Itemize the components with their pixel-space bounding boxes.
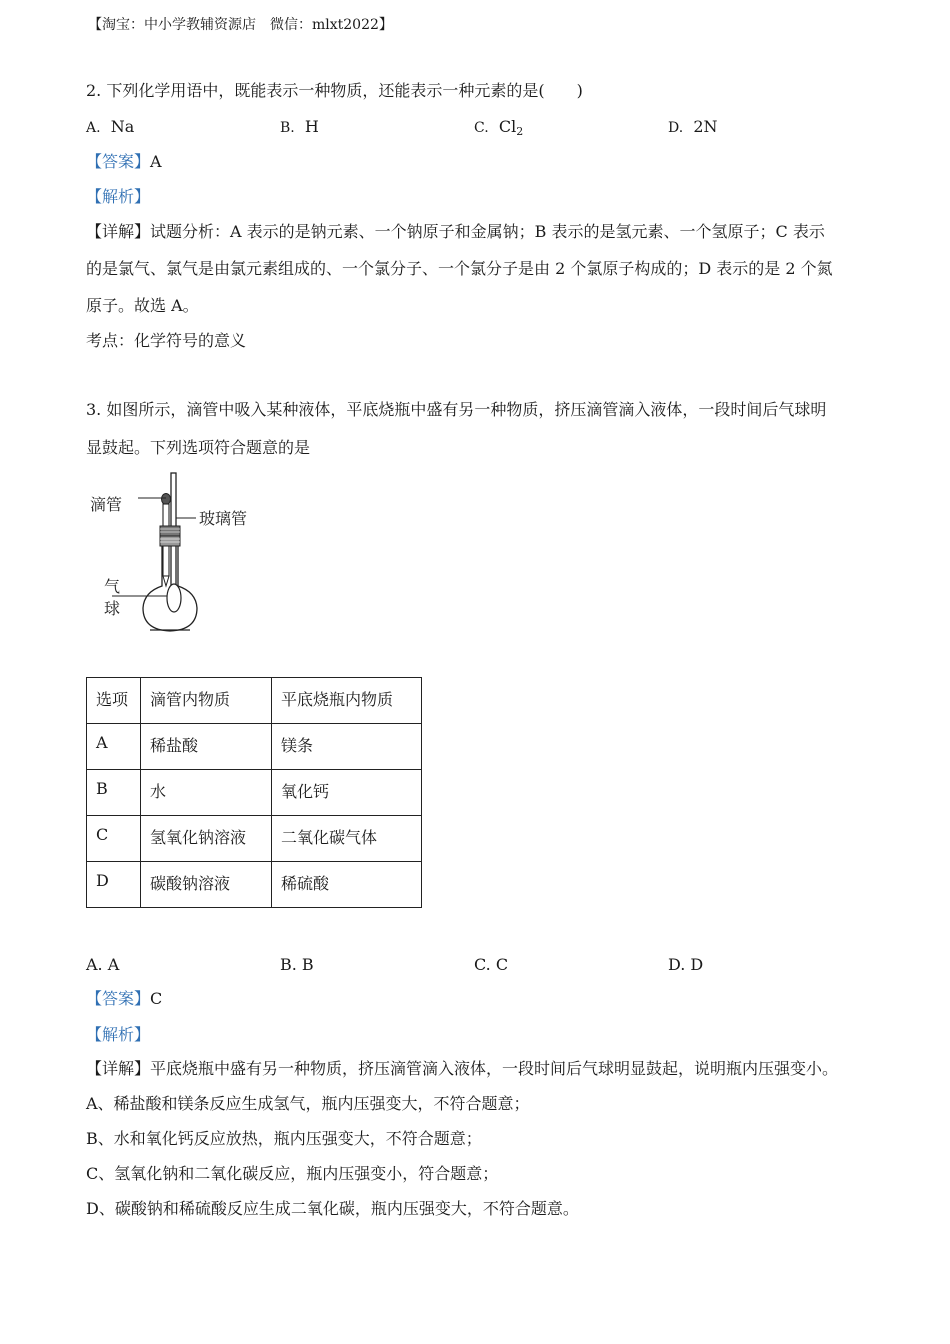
- label-dropper: 滴管: [90, 495, 123, 514]
- table-cell: B: [87, 770, 141, 816]
- q3-stem-line-1: 3. 如图所示，滴管中吸入某种液体，平底烧瓶中盛有另一种物质，挤压滴管滴入液体，一段时间后气球明: [86, 400, 827, 419]
- q3-options-table: [86, 677, 422, 908]
- table-cell: 水: [141, 770, 272, 816]
- table-row: [87, 770, 422, 816]
- q2-stem: 2. 下列化学用语中，既能表示一种物质，还能表示一种元素的是( ): [86, 81, 583, 100]
- q3-detail-line-2: A、稀盐酸和镁条反应生成氢气，瓶内压强变大，不符合题意；: [86, 1094, 530, 1113]
- q2-option-a-value: Na: [110, 117, 135, 136]
- q3-detail-line-1: 【详解】平底烧瓶中盛有另一种物质，挤压滴管滴入液体，一段时间后气球明显鼓起，说明瓶内压强变小。: [86, 1059, 839, 1078]
- table-row: [87, 862, 422, 908]
- q2-option-a-label: A.: [86, 120, 101, 136]
- q2-option-a: [86, 117, 134, 138]
- q3-analysis-tag: 【解析】: [86, 1025, 151, 1044]
- q2-option-b: [280, 117, 319, 138]
- q3-detail-line-4: C、氢氧化钠和二氧化碳反应，瓶内压强变小，符合题意；: [86, 1164, 499, 1183]
- q2-option-d: [668, 117, 718, 138]
- table-row: [87, 724, 422, 770]
- label-balloon-char-2: 球: [104, 599, 121, 618]
- table-cell: 二氧化碳气体: [272, 816, 422, 862]
- q2-answer-tag: 【答案】: [86, 152, 151, 171]
- table-row: [87, 816, 422, 862]
- table-cell: 镁条: [272, 724, 422, 770]
- q2-option-b-label: B.: [280, 120, 295, 136]
- q2-option-d-value: 2N: [693, 117, 718, 136]
- label-glass-tube: 玻璃管: [199, 509, 248, 528]
- table-cell: D: [87, 862, 141, 908]
- table-header-row: [87, 678, 422, 724]
- table-cell: A: [87, 724, 141, 770]
- q2-option-c: [474, 117, 523, 142]
- q3-answer: [86, 989, 162, 1009]
- q3-option-b: B. B: [280, 955, 314, 974]
- balloon: [167, 584, 181, 612]
- q3-detail-line-3: B、水和氧化钙反应放热，瓶内压强变大，不符合题意；: [86, 1129, 482, 1148]
- table-header-cell: 滴管内物质: [141, 678, 272, 724]
- label-balloon-char-1: 气: [104, 577, 121, 596]
- q2-detail-line-2: 的是氯气、氯气是由氯元素组成的、一个氯分子、一个氯分子是由 2 个氯原子构成的；D 表示的是 2 个氮: [86, 259, 833, 278]
- q3-stem-line-2: 显鼓起。下列选项符合题意的是: [86, 438, 311, 457]
- table-cell: 稀硫酸: [272, 862, 422, 908]
- table-header-cell: 选项: [87, 678, 141, 724]
- q3-option-a: A. A: [86, 955, 120, 974]
- table-cell: C: [87, 816, 141, 862]
- q3-option-c: C. C: [474, 955, 509, 974]
- q2-answer: [86, 152, 162, 172]
- q2-option-b-value: H: [304, 117, 319, 136]
- q2-option-d-label: D.: [668, 120, 684, 136]
- table-cell: 稀盐酸: [141, 724, 272, 770]
- q3-detail-line-5: D、碳酸钠和稀硫酸反应生成二氧化碳，瓶内压强变大，不符合题意。: [86, 1199, 579, 1218]
- apparatus-figure: [86, 468, 266, 638]
- table-cell: 氢氧化钠溶液: [141, 816, 272, 862]
- q3-answer-tag: 【答案】: [86, 989, 151, 1008]
- q2-option-c-subscript: 2: [516, 125, 524, 138]
- q2-option-c-label: C.: [474, 120, 489, 136]
- table-header-cell: 平底烧瓶内物质: [272, 678, 422, 724]
- q2-answer-value: A: [150, 152, 162, 171]
- q2-detail-line-3: 原子。故选 A。: [86, 296, 199, 315]
- q3-answer-value: C: [150, 989, 163, 1008]
- q2-analysis-tag: 【解析】: [86, 187, 151, 206]
- q2-detail-line-1: 【详解】试题分析：A 表示的是钠元素、一个钠原子和金属钠；B 表示的是氢元素、一个氢原子；C 表示: [86, 222, 825, 241]
- page-header: 【淘宝：中小学教辅资源店 微信：mlxt2022】: [88, 17, 393, 33]
- q3-option-d: D. D: [668, 955, 704, 974]
- rubber-stopper: [160, 526, 180, 546]
- q2-option-c-value: Cl: [498, 117, 517, 136]
- table-cell: 氧化钙: [272, 770, 422, 816]
- table-cell: 碳酸钠溶液: [141, 862, 272, 908]
- q2-kaodian: 考点：化学符号的意义: [86, 331, 247, 350]
